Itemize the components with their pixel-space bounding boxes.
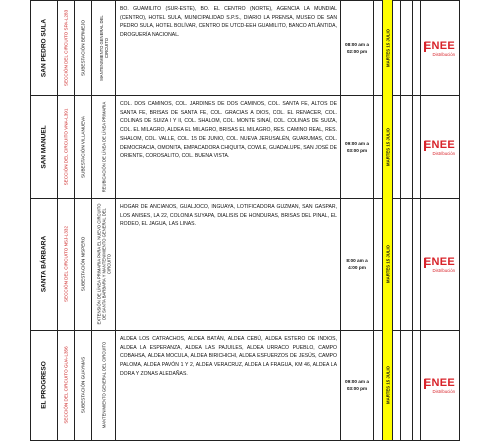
work-description: REUBICACIÓN DE LÍNEA DE LÍNEA PRIMARIA: [101, 101, 106, 192]
substation-name: SUBESTACIÓN BERMEJO: [80, 19, 86, 76]
date-cell: [382, 330, 392, 440]
empty-cell: [392, 0, 400, 95]
substation-name: SUBESTACIÓN VILLANUEVA: [80, 115, 86, 178]
time-start: 08:00 am a: [345, 41, 369, 47]
empty-cell: [400, 95, 412, 198]
region-cell: [30, 0, 57, 95]
region-cell: [30, 330, 57, 440]
empty-cell: [373, 198, 382, 330]
work-cell: [91, 0, 115, 95]
empty-cell: [373, 95, 382, 198]
empty-cell: [373, 330, 382, 440]
time-start: 8:00 am a: [346, 258, 368, 263]
enee-logo: [420, 198, 460, 330]
work-description: MANTENIMIENTO GENERAL DEL CIRCUITO: [98, 14, 109, 81]
affected-areas-cell: [115, 0, 340, 95]
work-cell: [91, 330, 115, 440]
logo-wordmark: ENEE: [423, 377, 455, 389]
circuit-section: SECCIÓN DEL CIRCUITO VNA-L391: [63, 108, 69, 185]
empty-cell: [412, 198, 420, 330]
table-row: [30, 330, 460, 441]
substation-name: SUBESTACIÓN GUAYMAS: [80, 356, 86, 414]
work-cell: [91, 95, 115, 198]
affected-areas: HOGAR DE ANCIANOS, GUALJOCO, INGUAYA, LOTIFICADORA GUZMAN, SAN GASPAR, LOS ANISES, LA 22, COLONIA SUYAPA, DIALISIS DE HONDURAS, BRISAS DEL PINAL, EL RODEO, EL JAGUA, LAS LINAS.: [120, 204, 337, 228]
affected-areas: BO. GUAMILITO (SUR-ESTE), BO. EL CENTRO (NORTE), AGENCIA LA MUNDIAL (CENTRO), HOTEL SULA, MUNICIPALIDAD S.P.S., DIARIO LA PRENSA, MUSEO DE SAN PEDRO SULA, HOTEL BOLÍVAR, CENTRO DE UTCD-EEH GUAMILITO, BANCO ATLÁNTIDA, DROGUERÍA NACIONAL.: [120, 6, 337, 39]
substation-cell: [74, 330, 91, 440]
empty-cell: [412, 330, 420, 440]
circuit-cell: [57, 330, 74, 440]
outage-date: MARTES 15 JULIO: [385, 245, 390, 283]
time-end: 02:00 pm: [346, 48, 368, 54]
date-cell: [382, 95, 392, 198]
time-end: 03:00 pm: [346, 147, 368, 153]
affected-areas: ALDEA LOS CATRACHOS, ALDEA BATÁN, ALDEA CEBÚ, ALDEA ESTERO DE INDIOS, ALDEA LA ESPERANZA, ALDEA LAS PAJUILES, ALDEA URRACO PUEBLO, CAMPO COBAHSA, ALDEA MOCULA, ALDEA BIRICHICHI, ALDEA ESFUERZOS DE JESÚS, CAMPO PALOMA, ALDEA PAVÓN 1 Y 2, ALDEA VERACRUZ, ALDEA LA FRAGUA, KM 46, ALDEA LA DORA Y ZONAS ALEDAÑAS.: [120, 336, 337, 377]
time-start: 09:00 am a: [345, 379, 369, 384]
empty-cell: [392, 198, 400, 330]
affected-areas-cell: [115, 330, 340, 440]
empty-cell: [400, 198, 412, 330]
empty-cell: [400, 0, 412, 95]
logo-subtitle: Distribución: [432, 51, 455, 57]
circuit-cell: [57, 0, 74, 95]
region-name: SAN MANUEL: [40, 124, 48, 169]
time-start: 09:00 am a: [345, 140, 369, 146]
date-cell: [382, 198, 392, 330]
affected-areas-cell: [115, 95, 340, 198]
table-row: [30, 0, 460, 96]
work-description: MANTENIMIENTO GENERAL DEL CIRCUITO: [101, 341, 106, 429]
circuit-section: SECCIÓN DEL CIRCUITO GUA-L356: [63, 346, 69, 424]
empty-cell: [400, 330, 412, 440]
outage-date: MARTES 15 JULIO: [385, 127, 390, 166]
enee-logo: [420, 95, 460, 198]
enee-logo: [420, 330, 460, 440]
outage-date: MARTES 15 JULIO: [385, 366, 390, 404]
circuit-section: SECCIÓN DEL CIRCUITO SPA-L283: [63, 9, 69, 86]
work-cell: [91, 198, 115, 330]
circuit-section: SECCIÓN DEL CIRCUITO NSJ-L332: [63, 225, 69, 303]
time-cell: [340, 95, 373, 198]
substation-cell: [74, 198, 91, 330]
empty-cell: [392, 330, 400, 440]
region-name: SAN PEDRO SULA: [40, 18, 48, 77]
logo-wordmark: ENEE: [423, 39, 455, 52]
region-cell: [30, 198, 57, 330]
logo-subtitle: Distribución: [432, 268, 455, 273]
time-cell: [340, 330, 373, 440]
empty-cell: [373, 0, 382, 95]
table-row: [30, 95, 460, 199]
substation-cell: [74, 0, 91, 95]
empty-cell: [392, 95, 400, 198]
time-cell: [340, 198, 373, 330]
time-end: 03:00 pm: [346, 386, 368, 391]
logo-subtitle: Distribución: [432, 389, 455, 394]
logo-subtitle: Distribución: [432, 150, 455, 156]
table-row: [30, 198, 460, 331]
logo-wordmark: ENEE: [423, 256, 455, 268]
circuit-cell: [57, 95, 74, 198]
empty-cell: [412, 0, 420, 95]
enee-logo: [420, 0, 460, 95]
affected-areas-cell: [115, 198, 340, 330]
substation-cell: [74, 95, 91, 198]
outage-date: MARTES 15 JULIO: [385, 28, 390, 67]
empty-cell: [412, 95, 420, 198]
work-description: EXTENSIÓN DE LÍNEA PRIMARIA PARA EL NUEVO CIRCUITO DE SANTA BÁRBARA Y MANTENIMIENTO GENERAL DEL CIRCUITO: [96, 203, 111, 325]
affected-areas: COL. DOS CAMINOS, COL. JARDINES DE DOS CAMINOS, COL. SANTA FE, ALTOS DE SANTA FE, BRISAS DE SANTA FE, COL. GRACIAS A DIOS, COL. EL RENACER, COL. COLINAS DE SUIZA I Y II, COL. SHALOM, COL. MONTE SINAÍ, COL. COLINAS DE SUIZA, COL. EL MILAGRO, ALDEA EL MILAGRO, BRISAS EL MILAGRO, RES. CAMINO REAL, RES. SHALOM, COL. VALLE, COL. 15 DE JUNIO, COL. NUEVA JERUSALÉN, GUARUMAS, COL. DEMOCRACIA, OMONITA, EMPACADORA CHIQUITA, COWLE, GUADALUPE, SAN JOSÉ DE ORIENTE, COROSALITO, COL. BUENA VISTA.: [120, 101, 337, 160]
time-cell: [340, 0, 373, 95]
region-name: EL PROGRESO: [40, 361, 48, 409]
region-cell: [30, 95, 57, 198]
logo-wordmark: ENEE: [423, 138, 455, 151]
substation-name: SUBESTACIÓN NISPERO: [80, 236, 86, 292]
date-cell: [382, 0, 392, 95]
circuit-cell: [57, 198, 74, 330]
time-end: 4:00 pm: [348, 265, 366, 270]
region-name: SANTA BÁRBARA: [40, 235, 48, 293]
